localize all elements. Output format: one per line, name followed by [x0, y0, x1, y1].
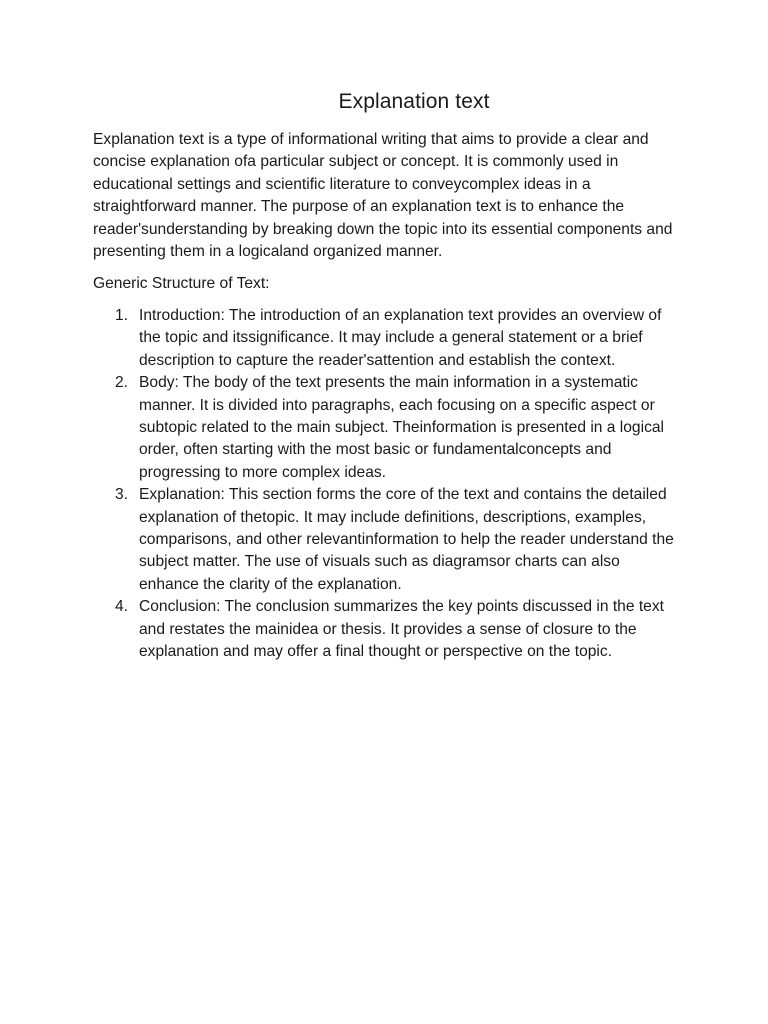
list-item: [93, 596, 683, 663]
list-item: [93, 305, 683, 372]
list-item-text: Conclusion: The conclusion summarizes the key points discussed in the text and restates the mainidea or thesis. It provides a sense of closure to the explanation and may offer a final thought or perspective on the topic.: [139, 598, 664, 661]
list-item: [93, 372, 683, 484]
list-item-text: Introduction: The introduction of an explanation text provides an overview of the topic and itssignificance. It may include a general statement or a brief description to capture the reader'sattention and establish the context.: [139, 307, 662, 369]
structure-heading: Generic Structure of Text:: [93, 275, 270, 292]
list-item-number: 1.: [115, 307, 129, 324]
list-item-number: 3.: [115, 486, 129, 504]
list-item-text: Explanation: This section forms the core of the text and contains the detailed explanation of thetopic. It may include definitions, descriptions, examples, comparisons, and other relevantinformation to help the reader understand the subject matter. The use of visuals such as diagramsor charts can also enhance the clarity of the explanation.: [139, 486, 674, 593]
list-item: [93, 484, 683, 596]
intro-paragraph: Explanation text is a type of informational writing that aims to provide a clear and concise explanation ofa particular subject or concept. It is commonly used in educational settings and scientific literature to conveycomplex ideas in a straightforward manner. The purpose of an explanation text is to enhance the reader'sunderstanding by breaking down the topic into its essential components and presenting them in a logicaland organized manner.: [93, 131, 673, 261]
list-item-number: 2.: [115, 374, 129, 392]
structure-list: [93, 305, 683, 664]
list-item-text: Body: The body of the text presents the main information in a systematic manner. It is divided into paragraphs, each focusing on a specific aspect or subtopic related to the main subject. Theinformation is presented in a logical order, often starting with the most basic or fundamentalconcepts and progressing to more complex ideas.: [139, 374, 665, 481]
page-title: Explanation text: [338, 90, 490, 113]
list-item-number: 4.: [115, 598, 129, 616]
